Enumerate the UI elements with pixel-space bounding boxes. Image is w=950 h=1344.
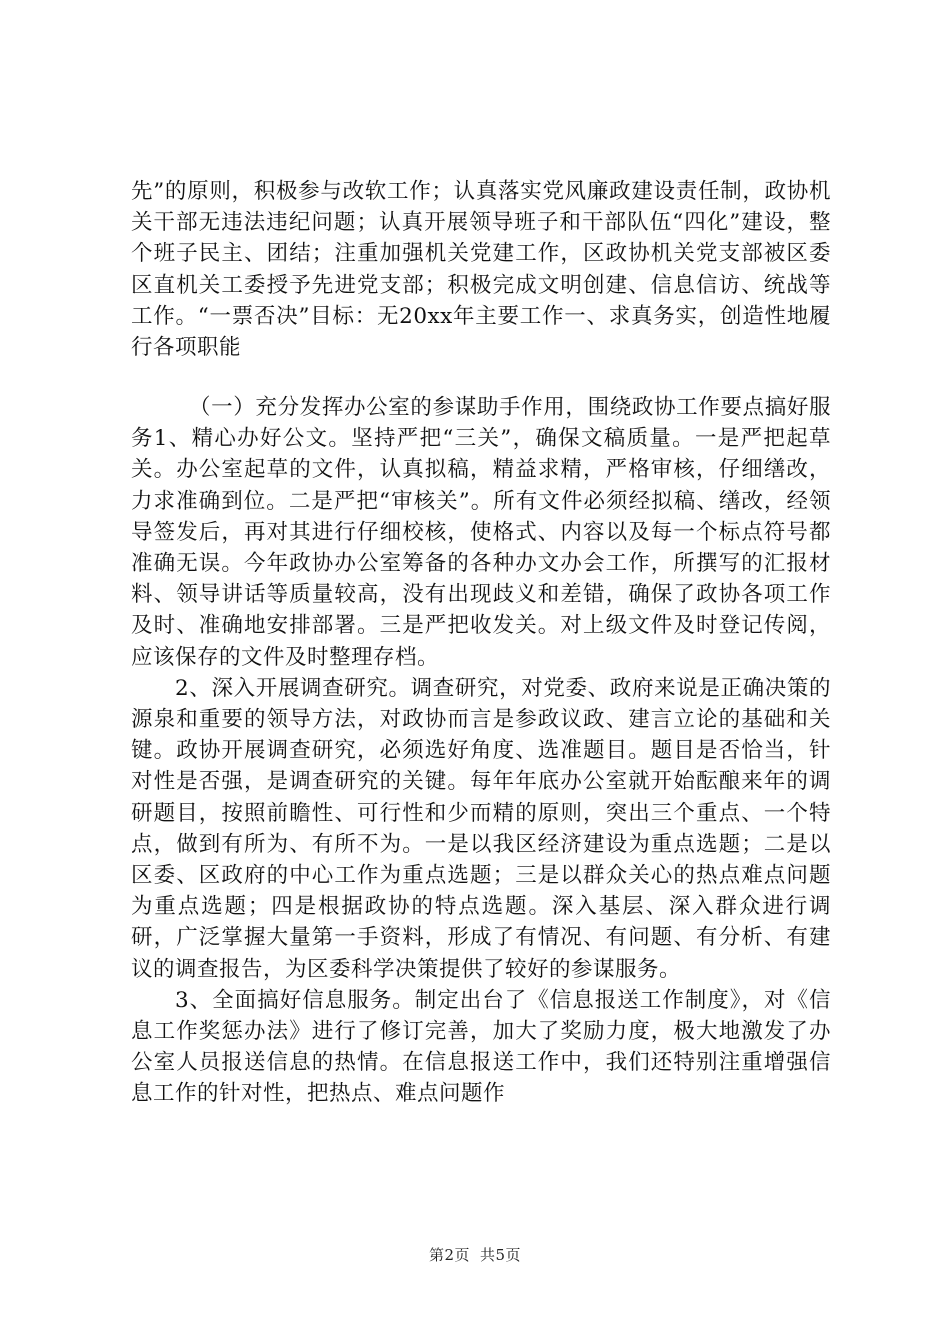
paragraph-official-documents: （一）充分发挥办公室的参谋助手作用，围绕政协工作要点搞好服务1、精心办好公文。坚持严把“三关”，确保文稿质量。一是严把起草关。办公室起草的文件，认真拟稿，精益求精，严格审核，仔细缮改，力求准确到位。二是严把“审核关”。所有文件必须经拟稿、缮改，经领导签发后，再对其进行仔细校核，使格式、内容以及每一个标点符号都准确无误。今年政协办公室筹备的各种办文办会工作，所撰写的汇报材料、领导讲话等质量较高，没有出现歧义和差错，确保了政协各项工作及时、准确地安排部署。三是严把收发关。对上级文件及时登记传阅，应该保存的文件及时整理存档。 — [131, 395, 831, 670]
paragraph-research: 2、深入开展调查研究。调查研究，对党委、政府来说是正确决策的源泉和重要的领导方法，对政协而言是参政议政、建言立论的基础和关键。政协开展调查研究，必须选好角度、选准题目。题目是否恰当，针对性是否强，是调查研究的关键。每年年底办公室就开始酝酿来年的调研题目，按照前瞻性、可行性和少而精的原则，突出三个重点、一个特点，做到有所为、有所不为。一是以我区经济建设为重点选题；二是以区委、区政府的中心工作为重点选题；三是以群众关心的热点难点问题为重点选题；四是根据政协的特点选题。深入基层、深入群众进行调研，广泛掌握大量第一手资料，形成了有情况、有问题、有分析、有建议的调查报告，为区委科学决策提供了较好的参谋服务。 — [131, 675, 831, 982]
text-block-main — [131, 392, 831, 1110]
paragraph-information-service: 3、全面搞好信息服务。制定出台了《信息报送工作制度》，对《信息工作奖惩办法》进行了修订完善，加大了奖励力度，极大地激发了办公室人员报送信息的热情。在信息报送工作中，我们还特别注重增强信息工作的针对性，把热点、难点问题作 — [131, 987, 831, 1107]
page-number: 第2页 — [428, 1246, 470, 1264]
page-total: 共5页 — [480, 1246, 522, 1264]
paragraph-continuation: 先”的原则，积极参与改软工作；认真落实党风廉政建设责任制，政协机关干部无违法违纪问题；认真开展领导班子和干部队伍“四化”建设，整个班子民主、团结；注重加强机关党建工作，区政协机关党支部被区委区直机关工委授予先进党支部；积极完成文明创建、信息信访、统战等工作。“一票否决”目标：无20xx年主要工作一、求真务实，创造性地履行各项职能 — [131, 179, 831, 361]
text-block-top — [131, 176, 831, 363]
page-footer — [0, 1244, 950, 1265]
